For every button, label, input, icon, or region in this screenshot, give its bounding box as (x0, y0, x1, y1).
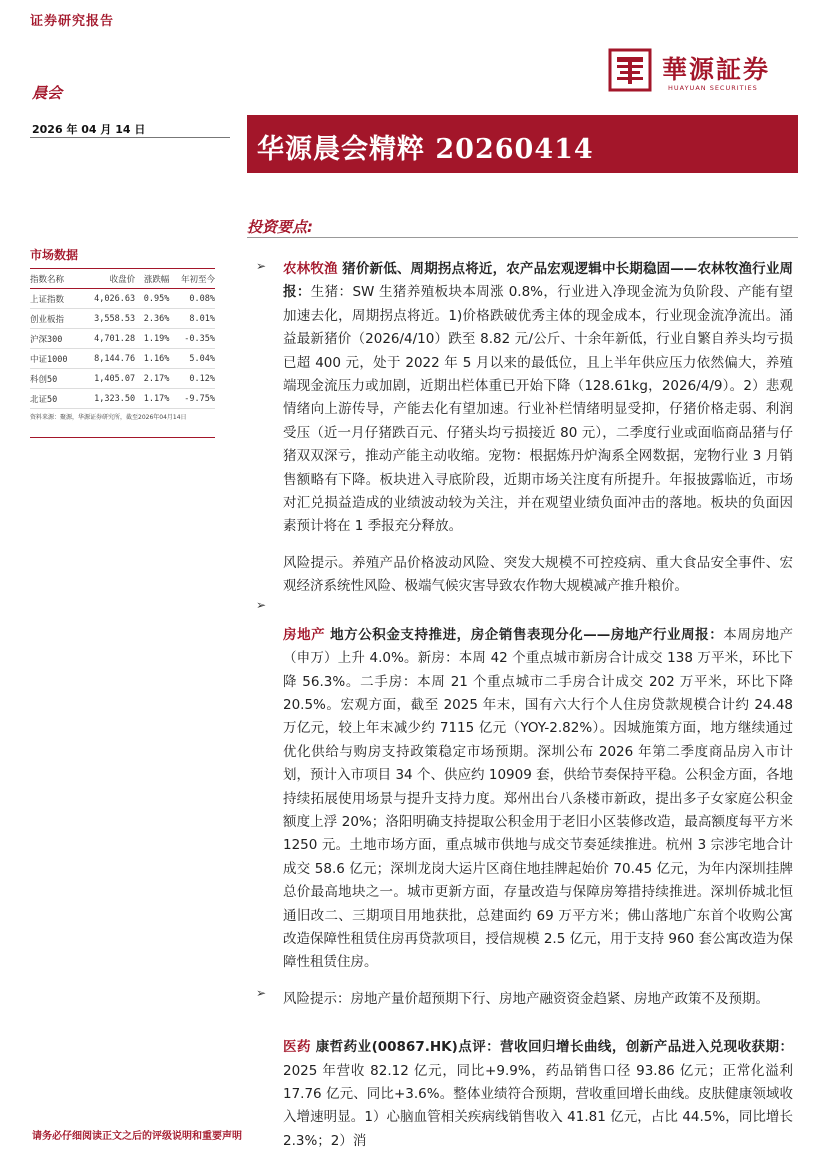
table-row (30, 369, 215, 389)
column-header: 涨跌幅 (135, 269, 169, 289)
section-body: 生猪：SW 生猪养殖板块本周涨 0.8%，行业进入净现金流为负阶段、产能有望加速去化，周期拐点将近。1)价格跌破优秀主体的现金成本，行业现金流净流出。涌益最新猪价（2026/4/10）跌至 8.82 元/公斤、十余年新低，行业自繁自养头均亏损已超 400 元，处于 2022 年 5 月以来的最低位，且上半年供应压力依然偏大，养殖端现金流压力或加剧，近期出栏体重已开始下降（128.61kg，2026/4/9）。2）悲观情绪向上游传导，产能去化有望加速。行业补栏情绪明显受抑，仔猪价格走弱、利润受压（近一月仔猪跌百元、仔猪头均亏损接近 80 元），二季度行业或面临商品猪与仔猪双双深亏，推动产能主动收缩。宠物：根据炼丹炉淘系全网数据，宠物行业 3 月销售额略有下降。板块进入寻底阶段，近期市场关注度有所提升。年报披露临近，市场对汇兑损益造成的业绩波动较为关注，并在观望业绩负面冲击的落地。板块的负面因素预计将在 1 季报充分释放。 (283, 284, 794, 535)
divider (247, 237, 798, 238)
report-type-label: 证券研究报告 (30, 14, 115, 29)
divider (30, 437, 215, 438)
table-cell: 2.36% (135, 309, 169, 329)
table-cell: 1.19% (135, 329, 169, 349)
table-cell: 沪深300 (30, 329, 80, 349)
section-body: 2025 年营收 82.12 亿元，同比+9.9%，药品销售口径 93.86 亿元；正常化溢利 17.76 亿元、同比+3.6%。整体业绩符合预期，营收重回增长曲线。皮肤健康领域收入增速明显。1）心脑血管相关疾病线销售收入 41.81 亿元，占比 44.5%，同比增长 2.3%；2）消 (283, 1062, 793, 1149)
table-header-row (30, 269, 215, 289)
report-date: 2026 年 04 月 14 日 (32, 123, 146, 136)
column-header: 收盘价 (80, 269, 135, 289)
table-cell: 8.01% (169, 309, 215, 329)
table-cell: 4,701.28 (80, 329, 135, 349)
section-headline: 康哲药业(00867.HK)点评：营收回归增长曲线，创新产品进入兑现收获期： (315, 1039, 793, 1056)
section-body: 本周房地产（申万）上升 4.0%。新房：本周 42 个重点城市新房合计成交 138 万平米，环比下降 56.3%。二手房：本周 21 个重点城市二手房合计成交 202 万平米，环比下降 20.5%。宏观方面，截至 2025 年末，国有六大行个人住房贷款规模合计约 24.48 万亿元，较上年末减少约 7115 亿元（YOY-2.82%）。因城施策方面，地方继续通过优化供给与购房支持政策稳定市场预期。深圳公布 2026 年第二季度商品房入市计划，预计入市项目 34 个、供应约 10909 套，供给节奏保持平稳。公积金方面，各地持续拓展使用场景与提升支持力度。郑州出台八条楼市新政，提出多子女家庭公积金额度上浮 20%；洛阳明确支持提取公积金用于老旧小区装修改造，最高额度每平方米 1250 元。土地市场方面，重点城市供地与成交节奏延续推进。杭州 3 宗涉宅地合计成交 58.6 亿元；深圳龙岗大运片区商住地挂牌起始价 70.45 亿元，为年内深圳挂牌总价最高地块之一。城市更新方面，存量改造与保障房筹措持续推进。深圳侨城北恒通旧改二、三期项目用地获批，总建面约 69 万平方米；佛山落地广东首个收购公寓改造保障性租赁住房再贷款项目，授信规模 2.5 亿元，用于支持 960 套公寓改造为保障性租赁住房。 (283, 626, 794, 971)
table-cell: 1,405.07 (80, 369, 135, 389)
category-label: 农林牧渔 (283, 261, 338, 277)
table-cell: 3,558.53 (80, 309, 135, 329)
risk-note: 风险提示。养殖产品价格波动风险、突发大规模不可控疫病、重大食品安全事件、宏观经济系统性风险、极端气候灾害导致农作物大规模减产推升粮价。 (283, 554, 793, 595)
logo-name-cn: 華源証券 (662, 55, 771, 84)
table-row (30, 309, 215, 329)
company-logo (608, 46, 793, 98)
table-cell: 中证1000 (30, 349, 80, 369)
table-cell: 1,323.50 (80, 389, 135, 409)
category-label: 医药 (283, 1039, 311, 1056)
main-content (283, 258, 793, 1153)
title-banner (247, 115, 798, 173)
page-title: 华源晨会精粹 20260414 (257, 134, 594, 165)
table-row (30, 329, 215, 349)
table-cell: 8,144.76 (80, 349, 135, 369)
column-header: 指数名称 (30, 269, 80, 289)
table-cell: 1.17% (135, 389, 169, 409)
market-data-source: 资料来源：聚源，华源证券研究所，截至2026年04月14日 (30, 414, 187, 421)
table-cell: 上证指数 (30, 289, 80, 309)
table-row (30, 349, 215, 369)
table-cell: -9.75% (169, 389, 215, 409)
table-row (30, 289, 215, 309)
pharma-section (283, 1036, 793, 1153)
section-headline: 地方公积金支持推进，房企销售表现分化——房地产行业周报： (330, 626, 724, 643)
invest-points-heading: 投资要点: (247, 218, 313, 236)
table-cell: 0.95% (135, 289, 169, 309)
table-cell: 1.16% (135, 349, 169, 369)
table-cell: 0.12% (169, 369, 215, 389)
table-cell: 北证50 (30, 389, 80, 409)
logo-name-en: HUAYUAN SECURITIES (668, 84, 758, 92)
bullet-arrow-icon: ➢ (256, 986, 267, 1000)
divider (30, 137, 230, 138)
section-headline: 猪价新低、周期拐点将近，农产品宏观逻辑中长期稳固——农林牧渔行业周报： (283, 261, 794, 301)
category-label: 房地产 (283, 626, 326, 643)
bullet-arrow-icon: ➢ (256, 259, 267, 273)
logo-emblem-icon (608, 48, 652, 92)
disclaimer-footer: 请务必仔细阅读正文之后的评级说明和重要声明 (32, 1131, 242, 1142)
table-cell: 科创50 (30, 369, 80, 389)
table-cell: 创业板指 (30, 309, 80, 329)
table-cell: -0.35% (169, 329, 215, 349)
table-cell: 0.08% (169, 289, 215, 309)
market-data-panel (30, 243, 215, 421)
bullet-arrow-icon: ➢ (256, 598, 267, 612)
table-cell: 4,026.63 (80, 289, 135, 309)
market-data-title: 市场数据 (30, 243, 215, 269)
table-cell: 2.17% (135, 369, 169, 389)
section-tag: 晨会 (32, 84, 63, 102)
agri-section (283, 258, 793, 539)
risk-note: 风险提示：房地产量价超预期下行、房地产融资资金趋紧、房地产政策不及预期。 (283, 990, 769, 1007)
market-data-table (30, 269, 215, 409)
table-row (30, 389, 215, 409)
realestate-section (283, 624, 793, 975)
column-header: 年初至今 (169, 269, 215, 289)
table-cell: 5.04% (169, 349, 215, 369)
